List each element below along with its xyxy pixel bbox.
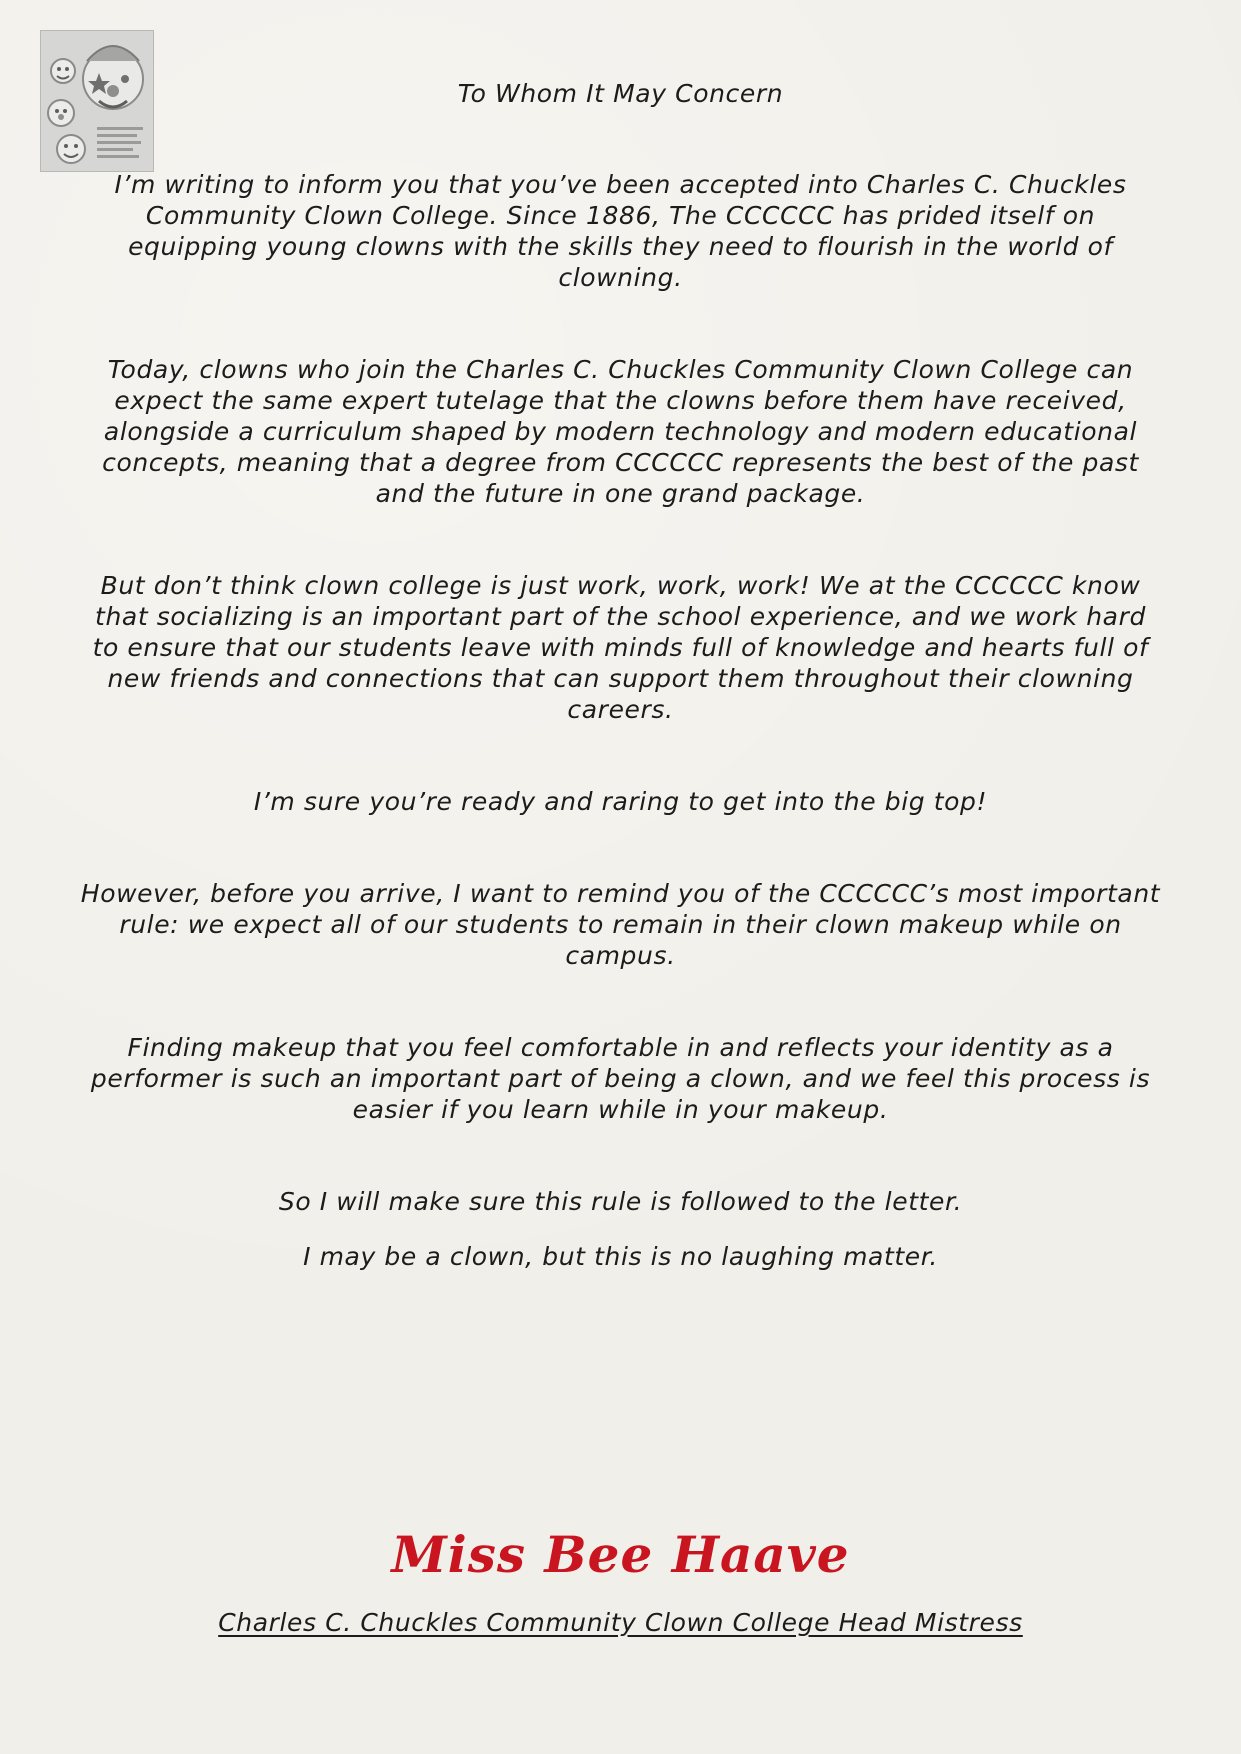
paragraph-acceptance: I’m writing to inform you that you’ve been accepted into Charles C. Chuckles Community Clown College. Since 1886, The CCCCCC has prided itself on equipping young clowns with the skills they need to flourish in the world of clowning.: [114, 170, 1127, 292]
letter-body: [80, 78, 1161, 1272]
paragraph-no-laughing: I may be a clown, but this is no laughing matter.: [303, 1242, 938, 1271]
signature: Miss Bee Haave: [391, 1525, 850, 1584]
paragraph-makeup-rule: However, before you arrive, I want to remind you of the CCCCCC’s most important rule: we expect all of our students to remain in their clown makeup while on campus.: [80, 879, 1161, 970]
paragraph-makeup-identity: Finding makeup that you feel comfortable in and reflects your identity as a performer is such an important part of being a clown, and we feel this process is easier if you learn while in your makeup.: [90, 1033, 1151, 1124]
paragraph-rule-followed: So I will make sure this rule is followed to the letter.: [278, 1187, 963, 1216]
paragraph-curriculum: Today, clowns who join the Charles C. Chuckles Community Clown College can expect the same expert tutelage that the clowns before them have received, alongside a curriculum shaped by modern technology and modern educational concepts, meaning that a degree from CCCCCC represents the best of the past and the future in one grand package.: [102, 355, 1139, 508]
letter-greeting: To Whom It May Concern: [457, 79, 784, 108]
paragraph-big-top: I’m sure you’re ready and raring to get into the big top!: [253, 787, 988, 816]
paragraph-socializing: But don’t think clown college is just work, work, work! We at the CCCCCC know that socializing is an important part of the school experience, and we work hard to ensure that our students leave with minds full of knowledge and hearts full of new friends and connections that can support them throughout their clowning careers.: [92, 571, 1149, 724]
signature-title: Charles C. Chuckles Community Clown College Head Mistress: [218, 1608, 1023, 1637]
